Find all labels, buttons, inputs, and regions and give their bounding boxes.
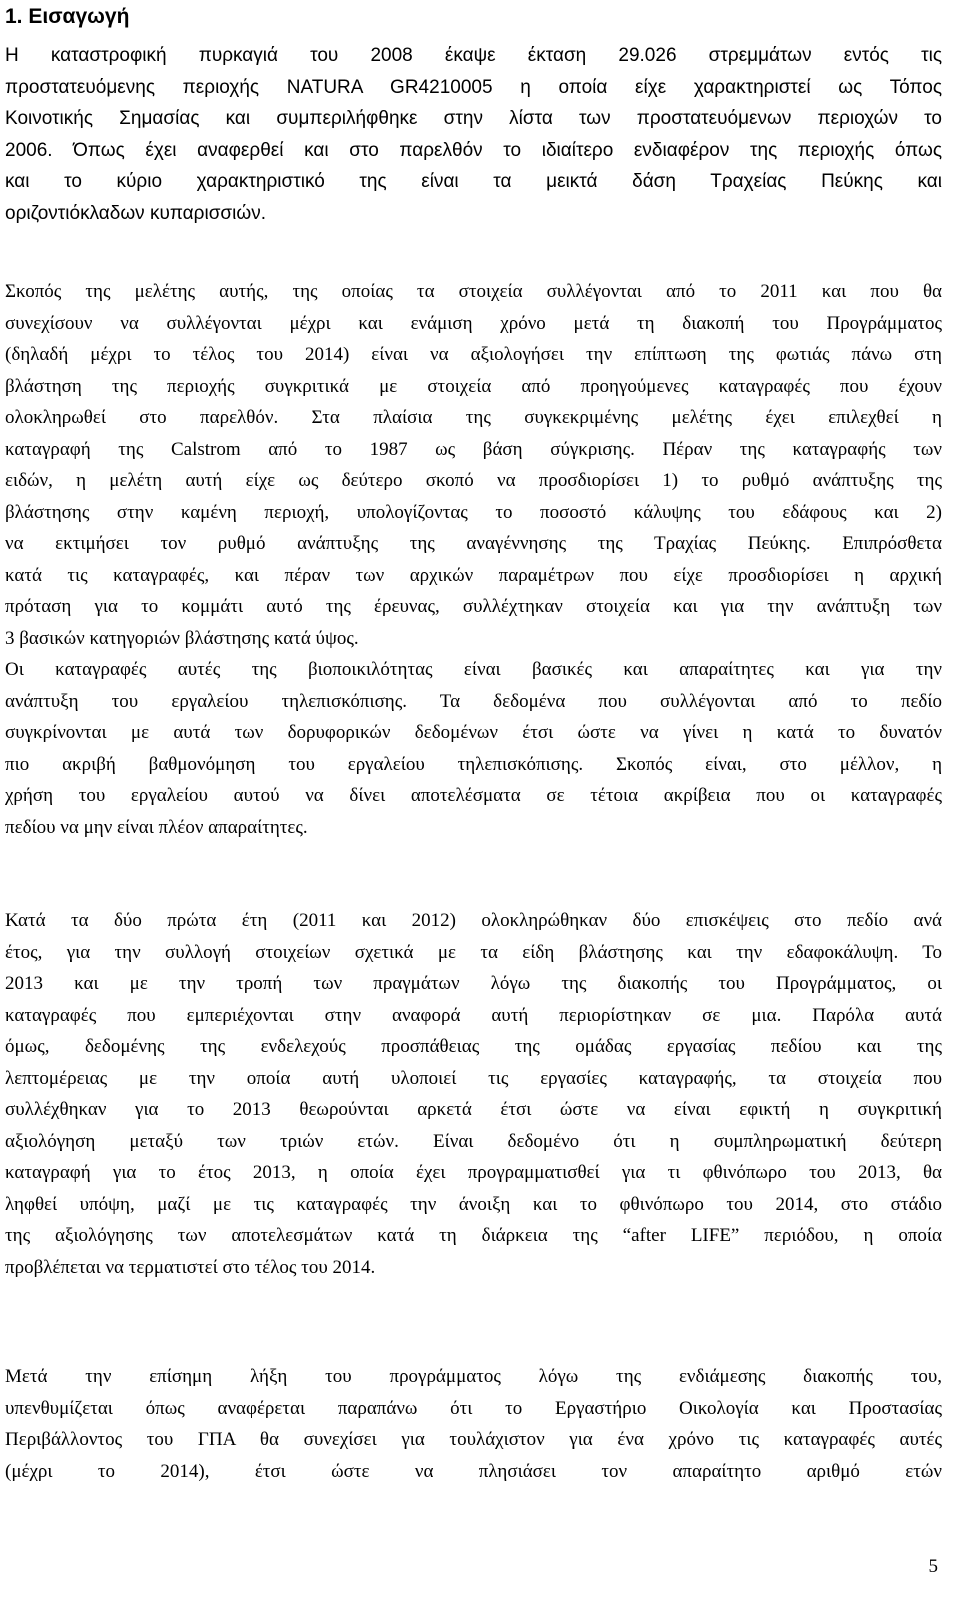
text-line: και το κύριο χαρακτηριστικό της είναι τα μεικτά δάση Τραχείας Πεύκης και [5,171,942,192]
text-line: 3 βασικών κατηγοριών βλάστησης κατά ύψος. [5,627,359,649]
text-line: πιο ακριβή βαθμονόμηση του εργαλείου τηλεπισκόπισης. Σκοπός είναι, στο μέλλον, η [5,753,942,775]
text-line: της αξιολόγησης των αποτελεσμάτων κατά τη διάρκεια της “after LIFE” περιόδου, η οποία [5,1225,942,1246]
text-line: συνεχίσουν να συλλέγονται μέχρι και ενάμιση χρόνο μετά τη διακοπή του Προγράμματος [5,312,942,334]
text-line: υπενθυμίζεται όπως αναφέρεται παραπάνω ότι το Εργαστήριο Οικολογία και Προστασίας [5,1397,942,1419]
paragraph-2 [5,276,942,843]
text-line: 2013 και με την τροπή των πραγμάτων λόγω της διακοπής του Προγράμματος, οι [5,973,942,994]
text-line: χρήση του εργαλείου αυτού να δίνει αποτελέσματα σε τέτοια ακρίβεια που οι καταγραφές [5,785,942,806]
text-line: ανάπτυξη του εργαλείου τηλεπισκόπισης. Τα δεδομένα που συλλέγονται από το πεδίο [5,690,942,712]
text-line: προβλέπεται να τερματιστεί στο τέλος του 2014. [5,1256,376,1278]
text-line: καταγραφές που εμπεριέχονται στην αναφορά αυτή περιορίστηκαν σε μια. Παρόλα αυτά [5,1004,942,1026]
paragraph-3 [5,905,942,1283]
text-line: καταγραφή για το έτος 2013, η οποία έχει προγραμματισθεί για τι φθινόπωρο του 2013, θα [5,1162,942,1183]
paragraph-4 [5,1361,942,1487]
text-line: βλάστησης στην καμένη περιοχή, υπολογίζοντας το ποσοστό κάλυψης του εδάφους και 2) [5,501,942,523]
text-line: κατά τις καταγραφές, και πέραν των αρχικών παραμέτρων που είχε προσδιορίσει η αρχική [5,564,942,586]
text-line: καταγραφή της Calstrom από το 1987 ως βάση σύγκρισης. Πέραν της καταγραφής των [5,438,942,460]
text-line: συγκρίνονται με αυτά των δορυφορικών δεδομένων έτσι ώστε να γίνει η κατά το δυνατόν [5,722,942,743]
text-line: Μετά την επίσημη λήξη του προγράμματος λόγω της ενδιάμεσης διακοπής του, [5,1366,942,1387]
text-line: 2006. Όπως έχει αναφερθεί και στο παρελθόν το ιδιαίτερο ενδιαφέρον της περιοχής όπως [5,139,942,161]
text-line: Περιβάλλοντος του ΓΠΑ θα συνεχίσει για τουλάχιστον για ένα χρόνο τις καταγραφές αυτές [5,1429,942,1450]
text-line: να εκτιμήσει τον ρυθμό ανάπτυξης της αναγέννησης της Τραχίας Πεύκης. Επιπρόσθετα [5,533,942,554]
text-line: πεδίου να μην είναι πλέον απαραίτητες. [5,816,308,838]
paragraph-1 [5,40,942,229]
text-line: ολοκληρωθεί στο παρελθόν. Στα πλαίσια της συγκεκριμένης μελέτης έχει επιλεχθεί η [5,407,942,428]
text-line: έτος, για την συλλογή στοιχείων σχετικά με τα είδη βλάστησης και την εδαφοκάλυψη. Το [5,941,942,963]
text-line: βλάστηση της περιοχής συγκριτικά με στοιχεία από προηγούμενες καταγραφές που έχουν [5,375,942,397]
text-line: οριζοντιόκλαδων κυπαρισσιών. [5,202,266,224]
text-line: Η καταστροφική πυρκαγιά του 2008 έκαψε έκταση 29.026 στρεμμάτων εντός τις [5,45,942,66]
text-line: (μέχρι το 2014), έτσι ώστε να πλησιάσει τον απαραίτητο αριθμό ετών [5,1460,942,1482]
page-number: 5 [928,1556,938,1577]
text-line: ειδών, η μελέτη αυτή είχε ως δεύτερο σκοπό να προσδιορίσει 1) το ρυθμό ανάπτυξης της [5,470,942,491]
text-line: (δηλαδή μέχρι το τέλος του 2014) είναι να αξιολογήσει την επίπτωση της φωτιάς πάνω στη [5,344,942,365]
text-line: ληφθεί υπόψη, μαζί με τις καταγραφές την άνοιξη και το φθινόπωρο του 2014, στο στάδιο [5,1193,942,1215]
text-line: Οι καταγραφές αυτές της βιοποικιλότητας είναι βασικές και απαραίτητες και για την [5,659,942,680]
text-line: προστατευόμενης περιοχής NATURA GR4210005 η οποία είχε χαρακτηριστεί ως Τόπος [5,76,942,98]
text-line: Κατά τα δύο πρώτα έτη (2011 και 2012) ολοκληρώθηκαν δύο επισκέψεις στο πεδίο ανά [5,910,942,931]
text-line: συλλέχθηκαν για το 2013 θεωρούνται αρκετά έτσι ώστε να είναι εφικτή η συγκριτική [5,1099,942,1120]
text-line: Κοινοτικής Σημασίας και συμπεριλήφθηκε στην λίστα των προστατευόμενων περιοχών το [5,108,942,129]
section-heading: 1. Εισαγωγή [5,5,130,28]
text-line: αξιολόγηση μεταξύ των τριών ετών. Είναι δεδομένο ότι η συμπληρωματική δεύτερη [5,1130,942,1152]
text-line: πρόταση για το κομμάτι αυτό της έρευνας, συλλέχτηκαν στοιχεία και για την ανάπτυξη των [5,596,942,617]
text-line: όμως, δεδομένης της ενδελεχούς προσπάθειας της ομάδας εργασίας πεδίου και της [5,1036,942,1057]
text-line: λεπτομέρειας με την οποία αυτή υλοποιεί τις εργασίες καταγραφής, τα στοιχεία που [5,1067,942,1089]
text-line: Σκοπός της μελέτης αυτής, της οποίας τα στοιχεία συλλέγονται από το 2011 και που θα [5,281,942,302]
